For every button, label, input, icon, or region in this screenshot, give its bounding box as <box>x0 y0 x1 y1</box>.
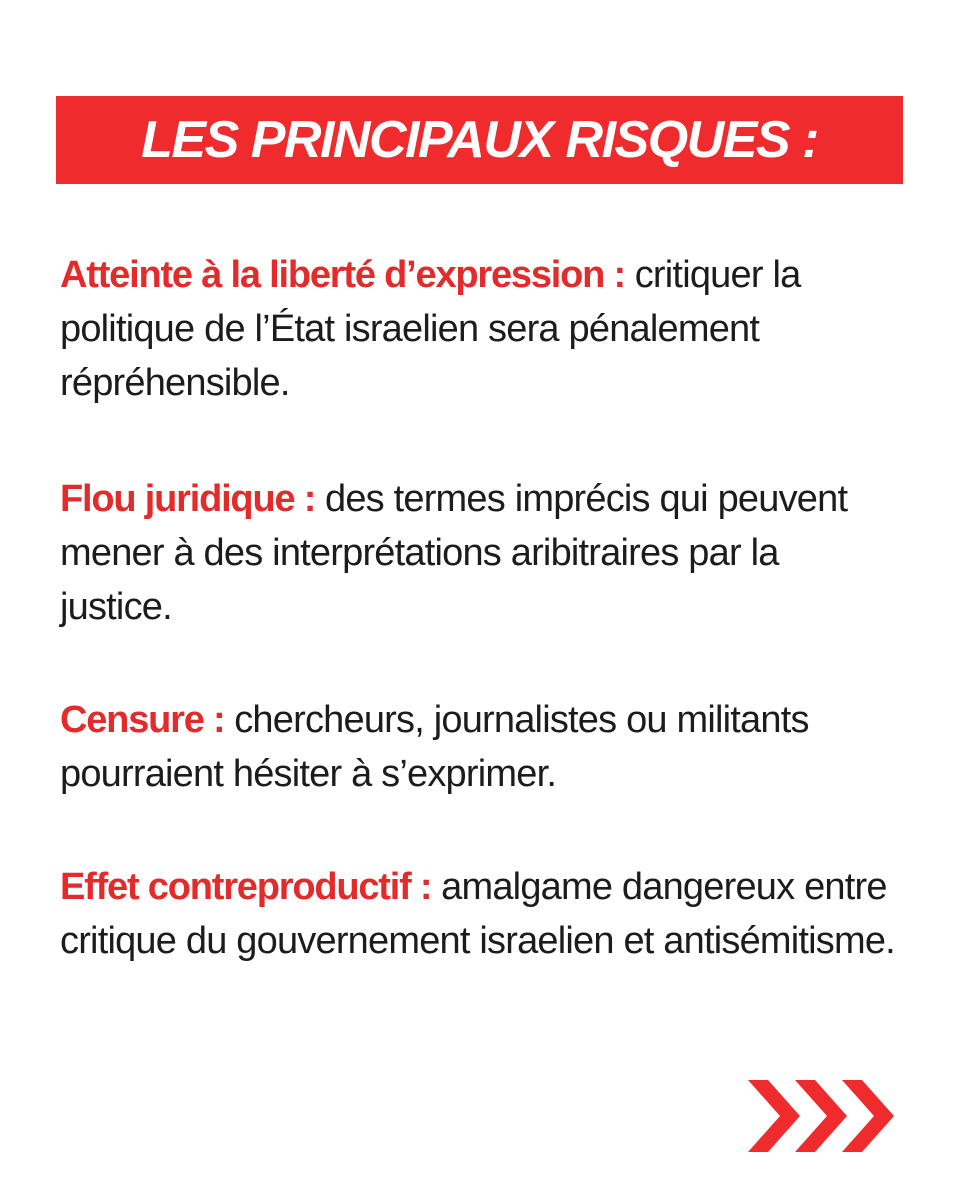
triple-chevron-right-icon[interactable] <box>748 1080 898 1152</box>
risk-description: des termes imprécis qui peuvent mener à des interprétations aribitraires par la justice. <box>60 478 848 628</box>
chevron-right-icon <box>795 1080 847 1152</box>
risk-term: Flou juridique : <box>60 478 316 520</box>
risk-item-censure <box>60 693 900 801</box>
chevron-right-icon <box>842 1080 894 1152</box>
page-title: LES PRINCIPAUX RISQUES : <box>141 111 818 169</box>
chevron-right-icon <box>748 1080 800 1152</box>
risk-term: Censure : <box>60 699 225 741</box>
risk-term: Atteinte à la liberté d’expression : <box>60 254 625 296</box>
risk-item-liberte-expression <box>60 248 900 410</box>
risk-description: amalgame dangereux entre critique du gouvernement israelien et antisémitisme. <box>60 866 895 962</box>
risk-item-flou-juridique <box>60 472 900 634</box>
risk-description: chercheurs, journalistes ou militants pourraient hésiter à s’exprimer. <box>60 699 809 795</box>
risk-term: Effet contreproductif : <box>60 866 432 908</box>
risk-item-effet-contreproductif <box>60 860 900 968</box>
risk-description: critiquer la politique de l’État israelien sera pénalement répréhensible. <box>60 254 801 404</box>
title-banner <box>56 96 903 184</box>
